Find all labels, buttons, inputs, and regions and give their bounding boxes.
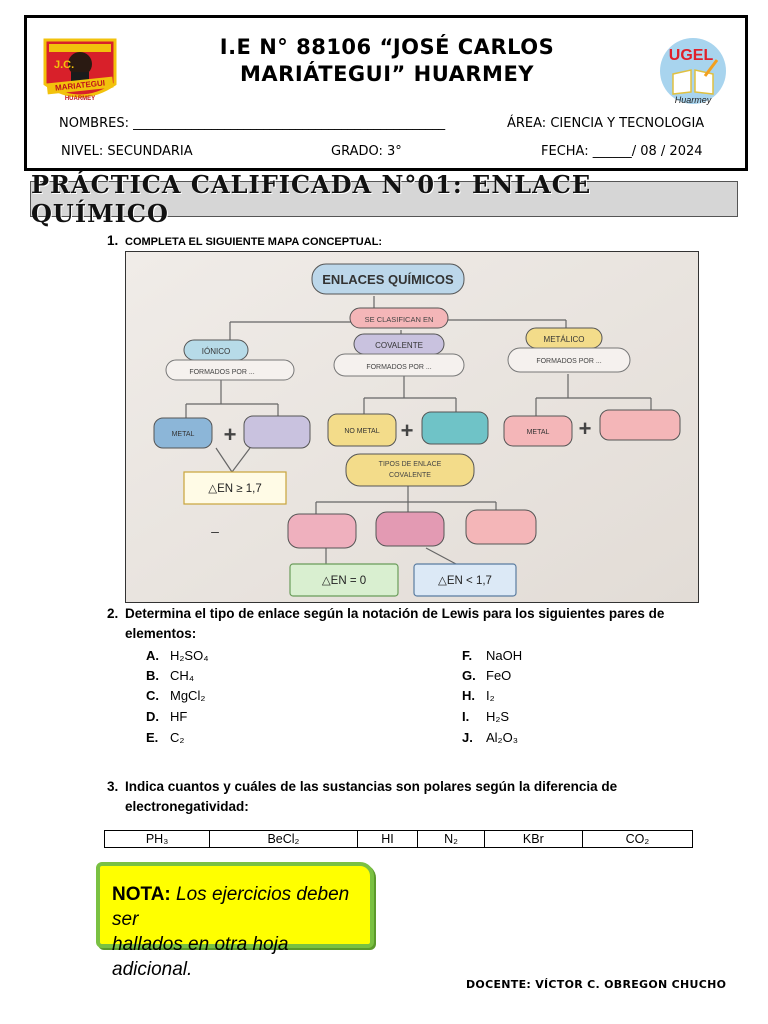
option-j [462, 728, 518, 748]
en-eq-box [290, 564, 398, 596]
substances-table [104, 830, 693, 848]
se-clasifican-label: SE CLASIFICAN EN [364, 315, 434, 324]
ionico-metal-box [154, 418, 212, 448]
substance-cell: HI [357, 831, 417, 848]
logo-jc-text: J.C. [54, 59, 75, 71]
question-3-line1: Indica cuantos y cuáles de las sustancias son polares según la diferencia de [125, 779, 618, 794]
option-e [146, 728, 184, 748]
root-node [312, 264, 464, 294]
logo-huarmey-text: HUARMEY [64, 96, 96, 102]
option-f [462, 646, 522, 666]
note-box [96, 862, 374, 980]
substances-row [105, 831, 693, 848]
metalico-formados-label: FORMADOS POR ... [536, 358, 602, 365]
option-d-letter: D. [146, 709, 159, 724]
covalente-label: COVALENTE [375, 341, 423, 350]
en-ge-label: △EN ≥ 1,7 [208, 483, 262, 495]
ionico-blank-box[interactable] [244, 416, 310, 448]
option-h [462, 686, 495, 706]
en-lt-box [414, 564, 516, 596]
substance-cell: N₂ [418, 831, 485, 848]
tipo-blank-box-1[interactable] [288, 514, 356, 548]
question-1-number: 1. [107, 233, 119, 248]
question-2-number: 2. [107, 606, 119, 621]
ionico-metal-label: METAL [171, 431, 195, 438]
teacher-name: DOCENTE: VÍCTOR C. OBREGON CHUCHO [466, 978, 727, 991]
tipo-blank-box-2[interactable] [376, 512, 444, 546]
note-label: NOTA: [112, 884, 171, 905]
tipo-blank-box-3[interactable] [466, 510, 536, 544]
covalente-nometal-box [328, 414, 396, 446]
ugel-huarmey-text: Huarmey [674, 95, 712, 105]
option-b-formula: CH₄ [170, 668, 195, 683]
option-a-formula: H₂SO₄ [170, 648, 209, 663]
ugel-logo [655, 36, 731, 106]
covalente-blank-box[interactable] [422, 412, 488, 444]
logo-mariategui-text: MARIATEGUI [54, 78, 106, 93]
option-g-formula: FeO [486, 668, 512, 683]
plus-sign-1: + [223, 422, 237, 447]
question-1-text: COMPLETA EL SIGUIENTE MAPA CONCEPTUAL: [125, 236, 383, 248]
nivel-label: NIVEL: SECUNDARIA [61, 144, 193, 159]
option-c-formula: MgCl₂ [170, 688, 206, 703]
substance-cell: KBr [484, 831, 582, 848]
ionico-label: IÓNICO [201, 347, 231, 356]
header-box [24, 15, 748, 171]
option-b-letter: B. [146, 668, 159, 683]
option-j-letter: J. [462, 730, 473, 745]
substance-cell: CO₂ [582, 831, 692, 848]
option-h-formula: I₂ [486, 688, 495, 703]
school-name-line2: MARIÁTEGUI” HUARMEY [240, 62, 534, 86]
school-logo [41, 34, 119, 106]
metalico-metal-label: METAL [526, 429, 550, 436]
option-g [462, 666, 511, 686]
note-text-line1: Los ejercicios deben ser [112, 884, 350, 930]
concept-map [125, 251, 699, 603]
ionico-formados-label: FORMADOS POR ... [189, 369, 255, 376]
title-bar [30, 170, 738, 228]
substance-cell: BeCl₂ [210, 831, 358, 848]
question-3-line2: electronegatividad: [125, 799, 249, 814]
substance-cell: PH₃ [105, 831, 210, 848]
school-name-line1: I.E N° 88106 “JOSÉ CARLOS [219, 35, 555, 59]
option-g-letter: G. [462, 668, 476, 683]
option-f-letter: F. [462, 648, 473, 663]
plus-sign-2: + [400, 418, 414, 443]
question-1 [107, 232, 383, 252]
note-text-line2: hallados en otra hoja adicional. [112, 934, 289, 980]
school-name [157, 34, 617, 88]
en-ge-box [184, 472, 286, 504]
ugel-text: UGEL [668, 47, 714, 64]
question-2 [107, 604, 685, 644]
option-i-formula: H₂S [486, 709, 510, 724]
tipos-enlace-node [346, 454, 474, 486]
covalente-nometal-label: NO METAL [344, 428, 380, 435]
option-h-letter: H. [462, 688, 475, 703]
root-node-label: ENLACES QUÍMICOS [322, 272, 454, 287]
option-d [146, 707, 187, 727]
metalico-blank-box[interactable] [600, 410, 680, 440]
option-i-letter: I. [462, 709, 470, 724]
covalente-formados-label: FORMADOS POR ... [366, 364, 432, 371]
nombres-field[interactable]: NOMBRES: ________________________________________________ [59, 116, 446, 131]
question-2-line2: elementos: [125, 626, 197, 641]
option-i [462, 707, 509, 727]
option-c-letter: C. [146, 688, 159, 703]
en-lt-label: △EN < 1,7 [438, 575, 492, 587]
se-clasifican-node [350, 308, 448, 328]
tipos-enlace-line2: COVALENTE [389, 472, 431, 479]
tipos-enlace-line1: TIPOS DE ENLACE [378, 461, 442, 468]
metalico-metal-box [504, 416, 572, 446]
option-e-letter: E. [146, 730, 159, 745]
option-a-letter: A. [146, 648, 159, 663]
en-eq-label: △EN = 0 [321, 575, 367, 587]
metalico-label: METÁLICO [543, 335, 585, 344]
page-title: PRÁCTICA CALIFICADA N°01: ENLACE QUÍMICO [31, 170, 592, 228]
question-2-line1: Determina el tipo de enlace según la notación de Lewis para los siguientes pares de [125, 606, 665, 621]
dash-mark: – [211, 523, 219, 539]
option-d-formula: HF [170, 709, 188, 724]
option-a [146, 646, 209, 666]
fecha-field[interactable]: FECHA: ______/ 08 / 2024 [541, 144, 703, 159]
plus-sign-3: + [578, 416, 592, 441]
grado-label: GRADO: 3° [331, 144, 402, 159]
question-3-number: 3. [107, 779, 119, 794]
option-c [146, 686, 205, 706]
option-b [146, 666, 194, 686]
area-label: ÁREA: CIENCIA Y TECNOLOGIA [507, 116, 705, 131]
question-3 [107, 777, 685, 817]
option-e-formula: C₂ [170, 730, 185, 745]
option-j-formula: Al₂O₃ [486, 730, 519, 745]
option-f-formula: NaOH [486, 648, 523, 663]
